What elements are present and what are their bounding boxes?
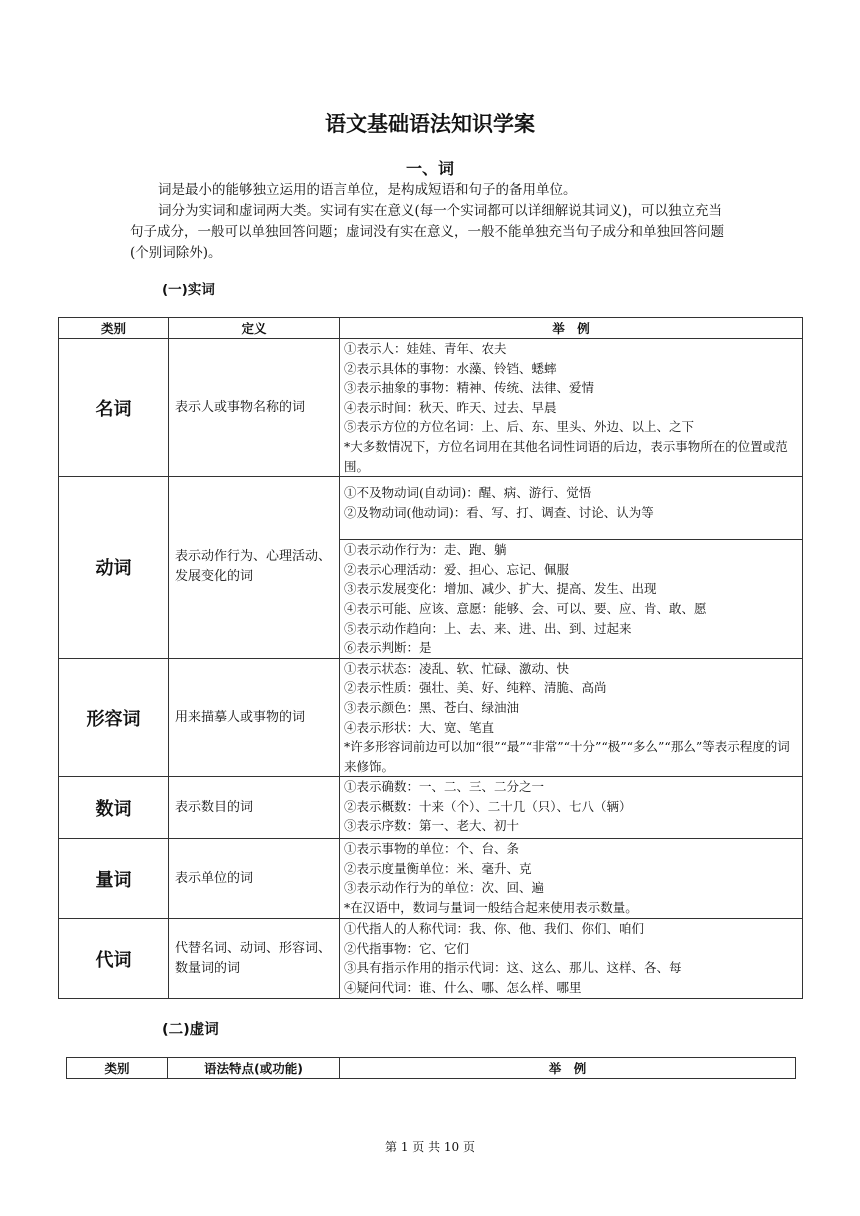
examples-cell <box>340 777 803 839</box>
example-line: ③表示序数：第一、老大、初十 <box>344 818 520 834</box>
table-row <box>59 339 803 477</box>
examples-cell <box>340 919 803 999</box>
example-line: ①表示人：娃娃、青年、农夫 <box>344 341 507 356</box>
example-line: ④表示可能、应该、意愿：能够、会、可以、要、应、肯、敢、愿 <box>344 600 707 616</box>
content-words-table <box>58 317 803 999</box>
example-line: ①不及物动词(自动词)：醒、病、游行、觉悟 <box>344 485 592 501</box>
table-row <box>59 477 803 659</box>
example-line: ③表示抽象的事物：精神、传统、法律、爱情 <box>344 380 595 396</box>
table-header-row <box>67 1058 796 1079</box>
table-row <box>59 839 803 919</box>
definition-cell: 表示动作行为、心理活动、发展变化的词 <box>169 477 340 659</box>
definition-cell: 用来描摹人或事物的词 <box>169 658 340 777</box>
examples-split <box>340 477 802 658</box>
example-line: ②及物动词(他动词)：看、写、打、调查、讨论、认为等 <box>344 504 654 520</box>
example-line: ②表示概数：十来（个）、二十几（只）、七八（辆） <box>344 798 632 814</box>
page-footer: 第 1 页 共 10 页 <box>385 1140 475 1154</box>
examples-cell <box>340 339 803 477</box>
example-line: ②代指事物：它、它们 <box>344 940 470 956</box>
example-note: *许多形容词前边可以加“很”“最”“非常”“十分”“极”“多么”“那么”等表示程度的词来修饰。 <box>344 739 790 774</box>
example-line: ①代指人的人称代词：我、你、他、我们、你们、咱们 <box>344 921 645 937</box>
example-line: ③表示动作行为的单位：次、回、遍 <box>344 880 545 896</box>
example-line: ③具有指示作用的指示代词：这、这么、那儿、这样、各、每 <box>344 960 682 976</box>
example-line: ④疑问代词：谁、什么、哪、怎么样、哪里 <box>344 980 582 996</box>
example-line: ④表示形状：大、宽、笔直 <box>344 719 495 735</box>
example-line: ③表示发展变化：增加、减少、扩大、提高、发生、出现 <box>344 581 657 597</box>
example-note: *大多数情况下，方位名词用在其他名词性词语的后边，表示事物所在的位置或范围。 <box>344 438 788 474</box>
intro-paragraph-2: 词分为实词和虚词两大类。实词有实在意义(每一个实词都可以详细解说其词义)，可以独立充当句子成分，一般可以单独回答问题；虚词没有实在意义，一般不能单独充当句子成分和单独回答问题(个别词除外)。 <box>130 203 724 261</box>
function-words-table <box>66 1057 796 1079</box>
example-line: ⑤表示动作趋向：上、去、来、进、出、到、过起来 <box>344 620 632 636</box>
definition-cell: 表示数目的词 <box>169 777 340 839</box>
example-line: *在汉语中，数词与量词一般结合起来使用表示数量。 <box>344 900 638 916</box>
example-line: ①表示状态：凌乱、软、忙碌、激动、快 <box>344 660 570 676</box>
example-line: ②表示度量衡单位：米、毫升、克 <box>344 860 532 876</box>
category-cell: 动词 <box>59 477 169 659</box>
category-cell: 名词 <box>59 339 169 477</box>
header-definition: 定义 <box>169 318 340 339</box>
definition-cell: 表示单位的词 <box>169 839 340 919</box>
example-line: ②表示心理活动：爱、担心、忘记、佩服 <box>344 561 570 577</box>
subsection-heading-content-words: (一)实词 <box>162 282 215 298</box>
table-header-row <box>59 318 803 339</box>
examples-cell <box>340 477 803 659</box>
example-line: ②表示具体的事物：水藻、铃铛、蟋蟀 <box>344 360 557 376</box>
header-examples: 举 例 <box>340 1058 796 1079</box>
category-cell: 形容词 <box>59 658 169 777</box>
example-line: ⑤表示方位的方位名词：上、后、东、里头、外边、以上、之下 <box>344 419 695 435</box>
category-cell: 量词 <box>59 839 169 919</box>
category-cell: 代词 <box>59 919 169 999</box>
table-row <box>59 777 803 839</box>
section-heading: 一、词 <box>405 159 454 178</box>
example-line: ⑥表示判断：是 <box>344 640 432 656</box>
definition-cell: 表示人或事物名称的词 <box>169 339 340 477</box>
header-examples: 举 例 <box>340 318 803 339</box>
intro-paragraph-1: 词是最小的能够独立运用的语言单位，是构成短语和句子的备用单位。 <box>158 182 577 198</box>
example-line: ①表示动作行为：走、跑、躺 <box>344 542 507 558</box>
page-title: 语文基础语法知识学案 <box>325 112 535 136</box>
example-line: ①表示确数：一、二、三、二分之一 <box>344 779 545 795</box>
definition-cell: 代替名词、动词、形容词、数量词的词 <box>169 919 340 999</box>
subsection-heading-function-words: (二)虚词 <box>162 1022 219 1038</box>
example-line: ②表示性质：强壮、美、好、纯粹、清脆、高尚 <box>344 680 607 696</box>
header-grammar-feature: 语法特点(或功能) <box>168 1058 340 1079</box>
header-category: 类别 <box>67 1058 168 1079</box>
examples-cell <box>340 658 803 777</box>
table-row <box>59 658 803 777</box>
example-line: ④表示时间：秋天、昨天、过去、早晨 <box>344 399 557 415</box>
table-row <box>59 919 803 999</box>
example-line: ③表示颜色：黑、苍白、绿油油 <box>344 699 520 715</box>
header-category: 类别 <box>59 318 169 339</box>
example-line: ①表示事物的单位：个、台、条 <box>344 841 520 857</box>
category-cell: 数词 <box>59 777 169 839</box>
examples-cell <box>340 839 803 919</box>
